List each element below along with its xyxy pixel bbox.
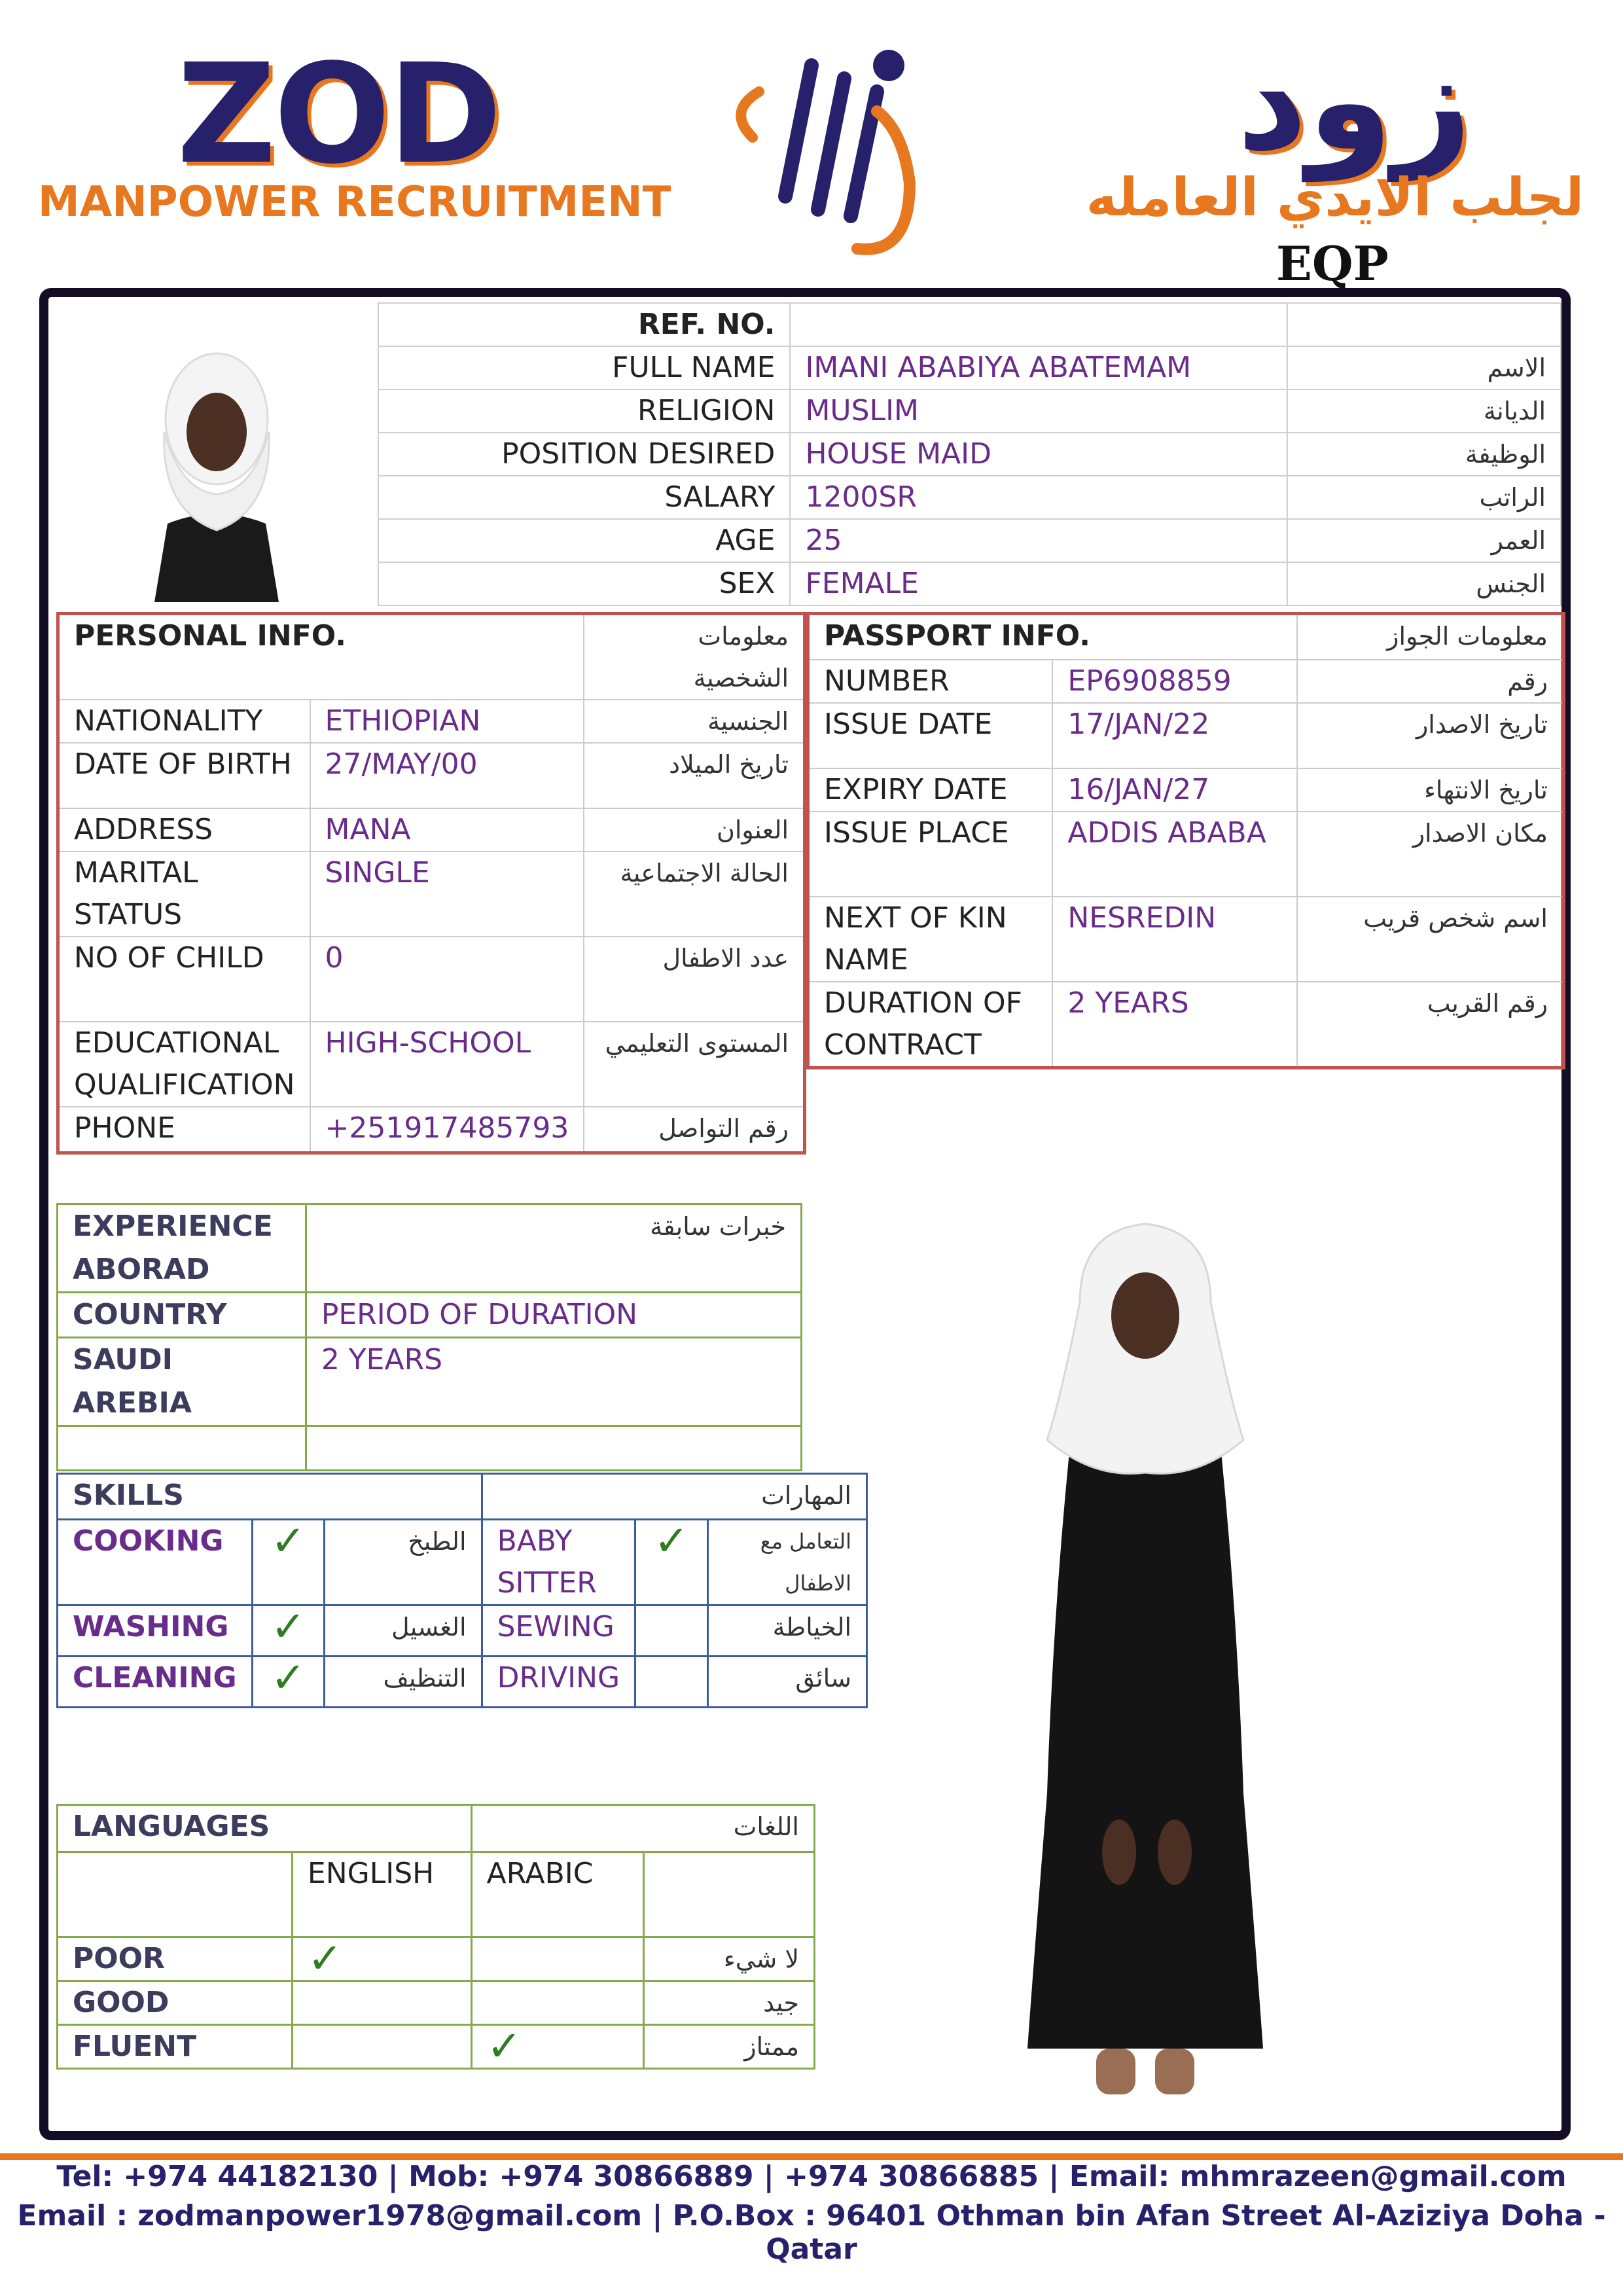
position-value: HOUSE MAID (790, 433, 1287, 476)
skills-title-ar: المهارات (482, 1474, 866, 1520)
dob-label: DATE OF BIRTH (58, 743, 310, 808)
passport-info-title-ar: معلومات الجواز (1297, 614, 1563, 660)
experience-country: SAUDI AREBIA (58, 1338, 306, 1426)
expiry-date-ar: تاريخ الانتهاء (1297, 768, 1563, 812)
experience-title-ar: خبرات سابقة (306, 1204, 801, 1293)
marital-value: SINGLE (310, 852, 584, 937)
profile-table (56, 302, 1561, 606)
skill-baby-sitter: BABY SITTER (482, 1520, 635, 1605)
languages-title-ar: اللغات (471, 1805, 814, 1852)
marital-label: MARITAL STATUS (58, 852, 310, 937)
age-value: 25 (790, 519, 1287, 562)
education-label: EDUCATIONAL QUALIFICATION (58, 1022, 310, 1107)
cleaning-check-icon: ✓ (252, 1657, 325, 1708)
contract-duration-ar: رقم القريب (1297, 982, 1563, 1068)
skill-sewing: SEWING (482, 1605, 635, 1657)
full-name-value: IMANI ABABIYA ABATEMAM (790, 346, 1287, 389)
address-ar: العنوان (584, 808, 804, 852)
personal-info-title: PERSONAL INFO. (58, 614, 584, 700)
children-ar: عدد الاطفال (584, 937, 804, 1022)
salary-label: SALARY (378, 476, 791, 519)
languages-blank-header (58, 1852, 293, 1937)
good-arabic-check-icon (471, 1981, 644, 2025)
expiry-date-value: 16/JAN/27 (1052, 768, 1297, 812)
arabic-header: ARABIC (471, 1852, 644, 1937)
sex-value: FEMALE (790, 562, 1287, 605)
passport-number-label: NUMBER (808, 660, 1053, 703)
skill-cooking-ar: الطبخ (325, 1520, 482, 1605)
full-name-label: FULL NAME (378, 346, 791, 389)
issue-date-ar: تاريخ الاصدار (1297, 703, 1563, 768)
footer-divider (0, 2153, 1623, 2160)
skill-cleaning-ar: التنظيف (325, 1657, 482, 1708)
level-poor-ar: لا شيء (644, 1937, 815, 1981)
address-label: ADDRESS (58, 808, 310, 852)
skill-washing: WASHING (58, 1605, 253, 1657)
brand-emblem-icon (713, 39, 975, 275)
children-label: NO OF CHILD (58, 937, 310, 1022)
religion-value: MUSLIM (790, 389, 1287, 433)
driving-check-icon (635, 1657, 708, 1708)
languages-title: LANGUAGES (58, 1805, 472, 1852)
issue-place-label: ISSUE PLACE (808, 812, 1053, 897)
skill-cooking: COOKING (58, 1520, 253, 1605)
skills-table (56, 1473, 868, 1708)
poor-arabic-check-icon (471, 1937, 644, 1981)
footer-contact-line: Tel: +974 44182130 | Mob: +974 30866889 | +974 30866885 | Email: mhmrazeen@gmail.com (56, 2160, 1567, 2193)
english-header: ENGLISH (292, 1852, 471, 1937)
personal-info-title-ar: معلومات الشخصية (584, 614, 804, 700)
children-value: 0 (310, 937, 584, 1022)
photo-cell (56, 303, 378, 605)
issue-date-label: ISSUE DATE (808, 703, 1053, 768)
fluent-arabic-check-icon: ✓ (471, 2025, 644, 2069)
experience-title: EXPERIENCE ABORAD (58, 1204, 306, 1293)
experience-empty-period (306, 1426, 801, 1471)
level-good: GOOD (58, 1981, 293, 2025)
religion-ar: الديانة (1287, 389, 1561, 433)
next-of-kin-label: NEXT OF KIN NAME (808, 897, 1053, 982)
sex-ar: الجنس (1287, 562, 1561, 605)
sex-label: SEX (378, 562, 791, 605)
languages-blank-ar-header (644, 1852, 815, 1937)
ref-label: REF. NO. (378, 303, 791, 346)
next-of-kin-value: NESREDIN (1052, 897, 1297, 982)
personal-info-table (56, 612, 806, 1155)
nationality-ar: الجنسية (584, 700, 804, 743)
ref-value (790, 303, 1287, 346)
next-of-kin-ar: اسم شخص قريب (1297, 897, 1563, 982)
level-poor: POOR (58, 1937, 293, 1981)
phone-label: PHONE (58, 1107, 310, 1153)
passport-number-ar: رقم (1297, 660, 1563, 703)
brand-subtitle-arabic: لجلب الايدي العامله (1086, 167, 1584, 228)
nationality-value: ETHIOPIAN (310, 700, 584, 743)
ref-ar (1287, 303, 1561, 346)
poor-english-check-icon: ✓ (292, 1937, 471, 1981)
skill-driving-ar: سائق (707, 1657, 866, 1708)
eqp-label: EQP (1276, 236, 1389, 291)
nationality-label: NATIONALITY (58, 700, 310, 743)
skills-title: SKILLS (58, 1474, 482, 1520)
skill-sewing-ar: الخياطة (707, 1605, 866, 1657)
footer-address-line: Email : zodmanpower1978@gmail.com | P.O.Box : 96401 Othman bin Afan Street Al-Aziziya Doha - Qatar (17, 2199, 1606, 2266)
full-body-photo (982, 1204, 1309, 2108)
salary-ar: الراتب (1287, 476, 1561, 519)
contract-duration-label: DURATION OF CONTRACT (808, 982, 1053, 1068)
brand-logo-text: ZOD (177, 34, 500, 194)
dob-value: 27/MAY/00 (310, 743, 584, 808)
languages-table (56, 1804, 815, 2070)
baby-sitter-check-icon: ✓ (635, 1520, 708, 1605)
phone-value: +251917485793 (310, 1107, 584, 1153)
skill-cleaning: CLEANING (58, 1657, 253, 1708)
fluent-english-check-icon (292, 2025, 471, 2069)
period-header: PERIOD OF DURATION (306, 1293, 801, 1338)
passport-info-title: PASSPORT INFO. (808, 614, 1298, 660)
country-header: COUNTRY (58, 1293, 306, 1338)
issue-date-value: 17/JAN/22 (1052, 703, 1297, 768)
experience-period: 2 YEARS (306, 1338, 801, 1426)
cooking-check-icon: ✓ (252, 1520, 325, 1605)
good-english-check-icon (292, 1981, 471, 2025)
contract-duration-value: 2 YEARS (1052, 982, 1297, 1068)
education-value: HIGH-SCHOOL (310, 1022, 584, 1107)
age-ar: العمر (1287, 519, 1561, 562)
full-name-ar: الاسم (1287, 346, 1561, 389)
education-ar: المستوى التعليمي (584, 1022, 804, 1107)
level-good-ar: جيد (644, 1981, 815, 2025)
passport-info-table (806, 612, 1565, 1069)
sewing-check-icon (635, 1605, 708, 1657)
washing-check-icon: ✓ (252, 1605, 325, 1657)
age-label: AGE (378, 519, 791, 562)
address-value: MANA (310, 808, 584, 852)
issue-place-value: ADDIS ABABA (1052, 812, 1297, 897)
passport-number-value: EP6908859 (1052, 660, 1297, 703)
brand-subtitle: MANPOWER RECRUITMENT (38, 178, 671, 226)
skill-washing-ar: الغسيل (325, 1605, 482, 1657)
position-ar: الوظيفة (1287, 433, 1561, 476)
position-label: POSITION DESIRED (378, 433, 791, 476)
expiry-date-label: EXPIRY DATE (808, 768, 1053, 812)
experience-empty-country (58, 1426, 306, 1471)
level-fluent-ar: ممتاز (644, 2025, 815, 2069)
skill-driving: DRIVING (482, 1657, 635, 1708)
phone-ar: رقم التواصل (584, 1107, 804, 1153)
issue-place-ar: مكان الاصدار (1297, 812, 1563, 897)
religion-label: RELIGION (378, 389, 791, 433)
skill-baby-sitter-ar: التعامل مع الاطفال (707, 1520, 866, 1605)
brand-logo-arabic: زود (1237, 21, 1472, 181)
level-fluent: FLUENT (58, 2025, 293, 2069)
experience-table (56, 1203, 802, 1471)
marital-ar: الحالة الاجتماعية (584, 852, 804, 937)
dob-ar: تاريخ الميلاد (584, 743, 804, 808)
salary-value: 1200SR (790, 476, 1287, 519)
